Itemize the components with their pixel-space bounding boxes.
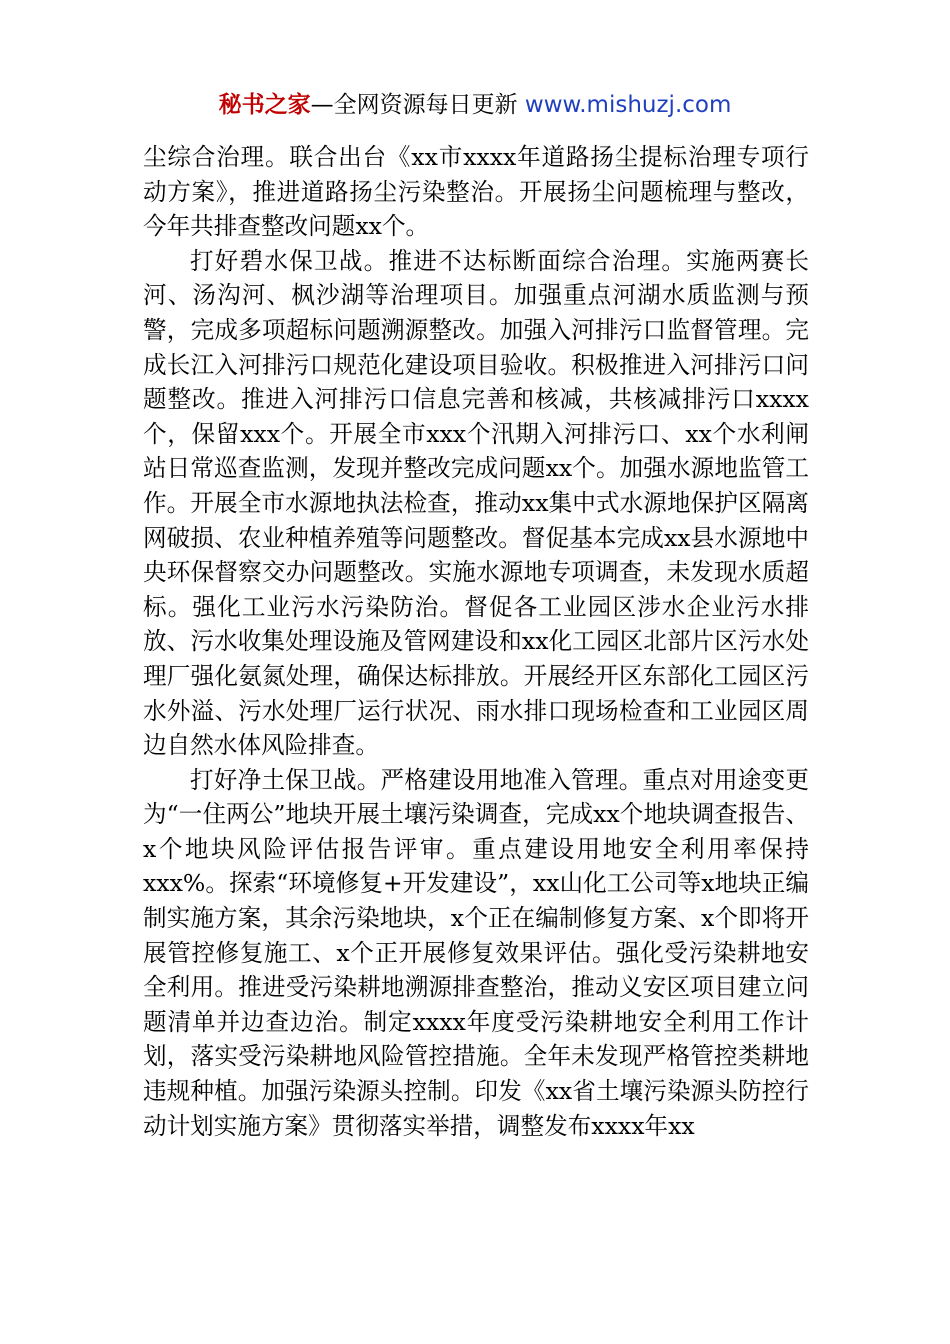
site-header — [0, 88, 950, 122]
site-slogan: —全网资源每日更新 — [310, 92, 518, 118]
paragraph-clear-water: 打好碧水保卫战。推进不达标断面综合治理。实施两赛长河、汤沟河、枫沙湖等治理项目。加强重点河湖水质监测与预警，完成多项超标问题溯源整改。加强入河排污口监督管理。完成长江入河排污口规范化建设项目验收。积极推进入河排污口问题整改。推进入河排污口信息完善和核减，共核减排污口xxxx个，保留xxx个。开展全市xxx个汛期入河排污口、xx个水利闸站日常巡查监测，发现并整改完成问题xx个。加强水源地监管工作。开展全市水源地执法检查，推动xx集中式水源地保护区隔离网破损、农业种植养殖等问题整改。督促基本完成xx县水源地中央环保督察交办问题整改。实施水源地专项调查，未发现水质超标。强化工业污水污染防治。督促各工业园区涉水企业污水排放、污水收集处理设施及管网建设和xx化工园区北部片区污水处理厂强化氨氮处理，确保达标排放。开展经开区东部化工园区污水外溢、污水处理厂运行状况、雨水排口现场检查和工业园区周边自然水体风险排查。 — [143, 246, 809, 760]
site-brand: 秘书之家 — [218, 92, 311, 118]
paragraph-clean-soil: 打好净土保卫战。严格建设用地准入管理。重点对用途变更为“一住两公”地块开展土壤污染调查，完成xx个地块调查报告、x个地块风险评估报告评审。重点建设用地安全利用率保持xxx%。探索“环境修复+开发建设”，xx山化工公司等x地块正编制实施方案，其余污染地块，x个正在编制修复方案、x个即将开展管控修复施工、x个正开展修复效果评估。强化受污染耕地安全利用。推进受污染耕地溯源排查整治，推动义安区项目建立问题清单并边查边治。制定xxxx年度受污染耕地安全利用工作计划，落实受污染耕地风险管控措施。全年未发现严格管控类耕地违规种植。加强污染源头控制。印发《xx省土壤污染源头防控行动计划实施方案》贯彻落实举措，调整发布xxxx年xx — [143, 765, 809, 1140]
site-url-link[interactable]: www.mishuzj.com — [524, 92, 732, 118]
paragraph-continuation: 尘综合治理。联合出台《xx市xxxx年道路扬尘提标治理专项行动方案》，推进道路扬尘污染整治。开展扬尘问题梳理与整改，今年共排查整改问题xx个。 — [143, 143, 809, 241]
document-body — [143, 140, 809, 1143]
